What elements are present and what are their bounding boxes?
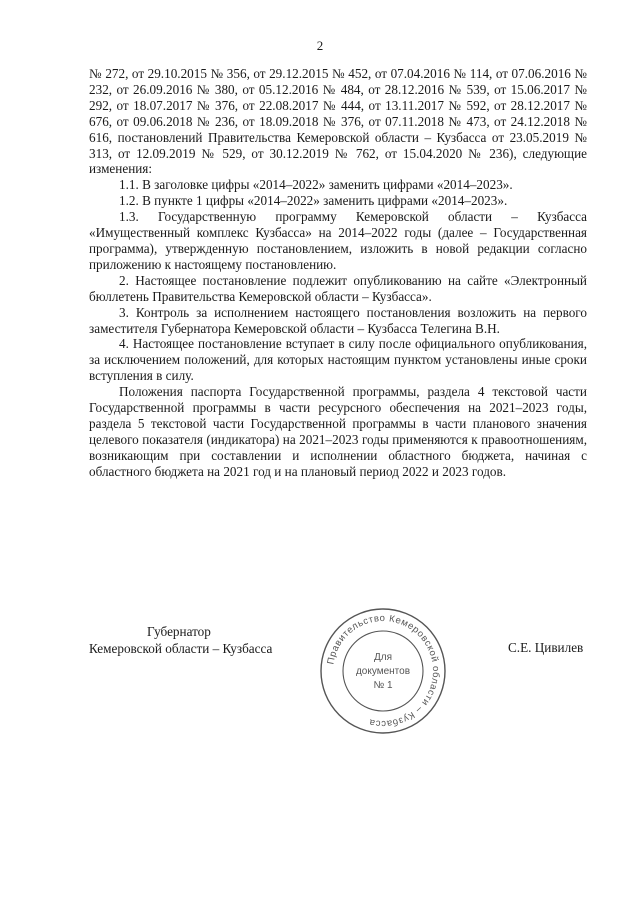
paragraph-1-1: 1.1. В заголовке цифры «2014–2022» заменить цифрами «2014–2023». [119,177,513,193]
paragraph-1-2: 1.2. В пункте 1 цифры «2014–2022» заменить цифрами «2014–2023». [119,193,508,209]
stamp-center-line-2: документов [355,666,411,677]
document-body [89,66,587,480]
signer-name: С.Е. Цивилев [508,640,584,655]
stamp-ring-text: Правительство Кемеровской области – Кузбасса [325,612,442,730]
page-number: 2 [316,38,324,53]
paragraph-1-3: 1.3. Государственную программу Кемеровской области – Кузбасса «Имущественный комплекс Кузбасса» на 2014–2022 годы (далее – Государственная программа), утвержденную постановлением, изложить в новой редакции согласно приложению к настоящему постановлению. [89,209,587,272]
paragraph-3: 3. Контроль за исполнением настоящего постановления возложить на первого заместителя Губернатора Кемеровской области – Кузбасса Телегина В.Н. [89,304,587,336]
signature-title-line-2: Кемеровской области – Кузбасса [89,641,273,656]
paragraph-continuation: № 272, от 29.10.2015 № 356, от 29.12.2015 № 452, от 07.04.2016 № 114, от 07.06.2016 № 232, от 26.09.2016 № 380, от 05.12.2016 № 484, от 28.12.2016 № 539, от 15.06.2017 № 292, от 18.07.2017 № 376, от 22.08.2017 № 444, от 13.11.2017 № 592, от 28.12.2017 № 676, от 09.06.2018 № 236, от 18.09.2018 № 376, от 07.11.2018 № 473, от 24.12.2018 № 616, постановлений Правительства Кемеровской области – Кузбасса от 23.05.2019 № 313, от 12.09.2019 № 529, от 30.12.2019 № 762, от 15.04.2020 № 236), следующие изменения: [89,66,587,177]
signature-title-line-1: Губернатор [147,624,211,639]
official-stamp [318,606,448,736]
stamp-center-line-3: № 1 [373,680,393,691]
paragraph-4: 4. Настоящее постановление вступает в силу после официального опубликования, за исключением положений, для которых настоящим пунктом установлены иные сроки вступления в силу. [89,336,587,384]
stamp-center-line-1: Для [373,652,393,663]
signature-title [89,623,349,657]
paragraph-provisions: Положения паспорта Государственной программы, раздела 4 текстовой части Государственной программы в части ресурсного обеспечения на 2021–2023 годы, раздела 5 текстовой части Государственной программы в части планового значения целевого показателя (индикатора) на 2021–2023 годы применяются к правоотношениям, возникающим при составлении и исполнении областного бюджета, начиная с областного бюджета на 2021 год и на плановый период 2022 и 2023 годов. [89,384,587,479]
paragraph-2: 2. Настоящее постановление подлежит опубликованию на сайте «Электронный бюллетень Правительства Кемеровской области – Кузбасса». [89,272,587,304]
